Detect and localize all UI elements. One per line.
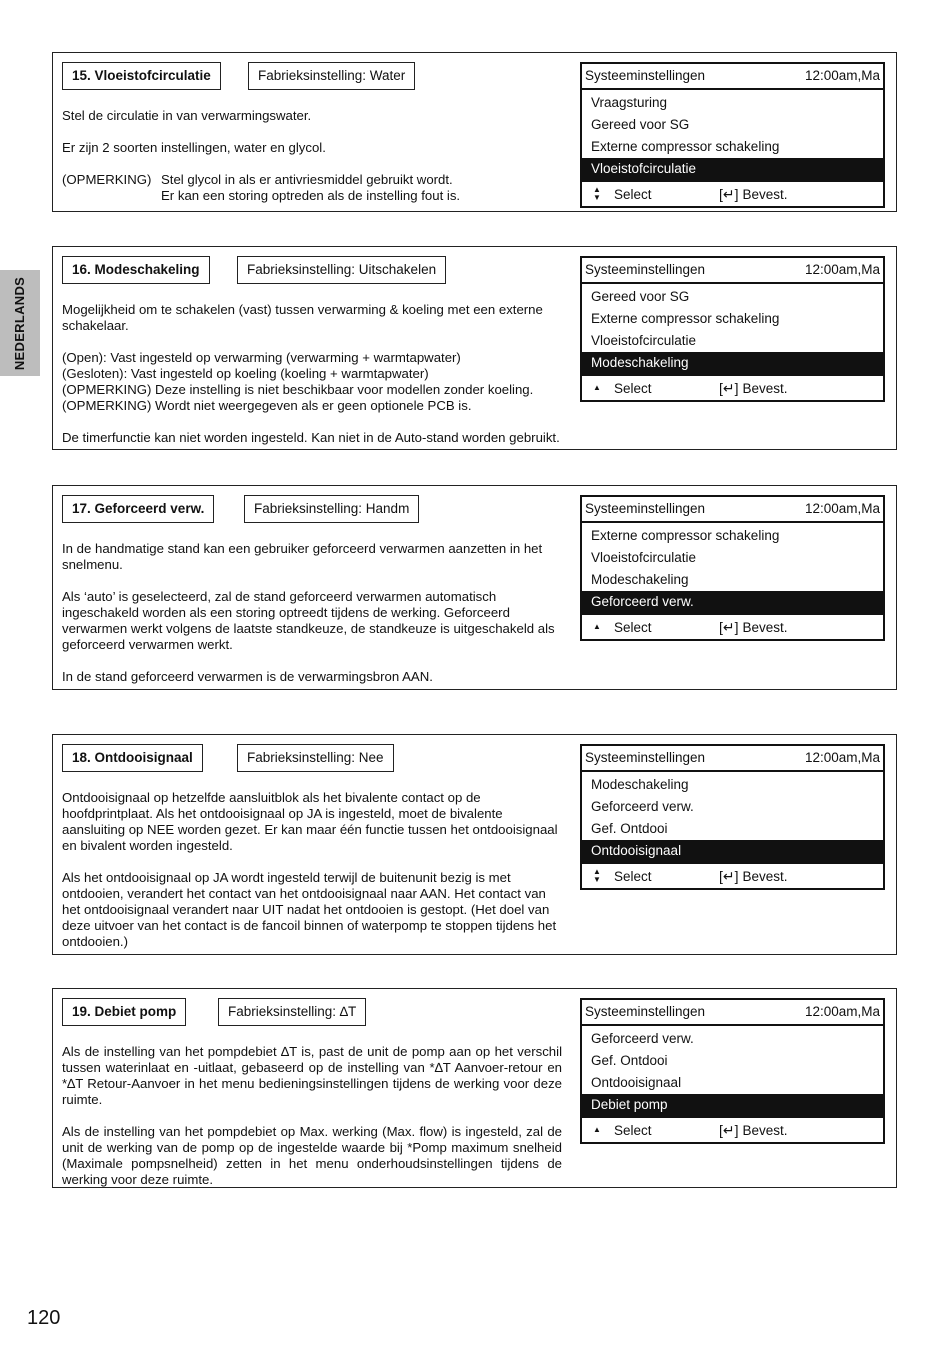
select-label: Select: [614, 619, 652, 635]
lcd-clock: 12:00am,Ma: [804, 68, 880, 83]
lcd-header: [582, 497, 883, 523]
confirm-hint: [719, 619, 788, 636]
lcd-header: [582, 746, 883, 772]
up-arrow-icon: ▲: [593, 383, 601, 392]
lcd-menu-item[interactable]: Geforceerd verw.: [591, 799, 694, 814]
lcd-footer: [582, 1116, 883, 1142]
enter-key-icon: [↵]: [719, 379, 739, 396]
lcd-menu-list: [582, 284, 883, 374]
factory-setting: Fabrieksinstelling: ∆T: [218, 998, 366, 1026]
lcd-footer: [582, 374, 883, 400]
enter-key-icon: [↵]: [719, 1121, 739, 1138]
lcd-menu-screen: [580, 495, 885, 641]
lcd-title: Systeeminstellingen: [585, 501, 706, 516]
select-label: Select: [614, 186, 652, 202]
lcd-header: [582, 258, 883, 284]
lcd-menu-item[interactable]: Modeschakeling: [591, 777, 689, 792]
confirm-label: Bevest.: [742, 1122, 788, 1138]
description-paragraph: In de stand geforceerd verwarmen is de verwarmingsbron AAN.: [62, 669, 433, 684]
lcd-menu-list: [582, 90, 883, 180]
lcd-menu-item[interactable]: Geforceerd verw.: [591, 1031, 694, 1046]
description-line: (Open): Vast ingesteld op verwarming (verwarming + warmtapwater): [62, 350, 461, 365]
section-description: [62, 108, 562, 204]
lcd-title: Systeeminstellingen: [585, 262, 706, 277]
lcd-menu-item[interactable]: Externe compressor schakeling: [591, 528, 780, 543]
lcd-menu-item[interactable]: Vraagsturing: [591, 95, 668, 110]
remark-line: Er kan een storing optreden als de instelling fout is.: [161, 188, 461, 203]
lcd-menu-item-selected[interactable]: Ontdooisignaal: [582, 840, 883, 862]
select-label: Select: [614, 1122, 652, 1138]
remark: [62, 172, 562, 204]
enter-key-icon: [↵]: [719, 185, 739, 202]
language-tab: [0, 270, 40, 376]
lcd-menu-screen: [580, 62, 885, 208]
lcd-menu-item-selected[interactable]: Debiet pomp: [582, 1094, 883, 1116]
lcd-clock: 12:00am,Ma: [804, 1004, 880, 1019]
lcd-menu-item[interactable]: Gereed voor SG: [591, 117, 690, 132]
lcd-footer: [582, 613, 883, 639]
lcd-menu-item[interactable]: Vloeistofcirculatie: [591, 550, 697, 565]
lcd-clock: 12:00am,Ma: [804, 501, 880, 516]
factory-setting: Fabrieksinstelling: Water: [248, 62, 415, 90]
description-paragraph: Ontdooisignaal op hetzelfde aansluitblok als het bivalente contact op de hoofdprintplaat. Als het ontdooisignaal op JA is ingesteld, moet de bivalente aansluiting op NEE worden gezet. Er kan maar één functie tussen het ontdooisignaal en bivalent worden ingesteld.: [62, 790, 558, 853]
section-description: [62, 1044, 562, 1188]
lcd-menu-list: [582, 1026, 883, 1116]
lcd-header: [582, 64, 883, 90]
description-paragraph: Stel de circulatie in van verwarmingswater.: [62, 108, 312, 123]
confirm-hint: [719, 1122, 788, 1139]
description-paragraph: Als de instelling van het pompdebiet ∆T is, past de unit de pomp aan op het verschil tussen waterinlaat en -uitlaat, gebaseerd op de instelling van *∆T Aanvoer-retour en *∆T Retour-Aanvoer in het menu bedieningsinstellingen tijdens de werking voor deze ruimte.: [62, 1044, 562, 1107]
enter-key-icon: [↵]: [719, 618, 739, 635]
up-down-arrow-icon: ▲ ▼: [593, 185, 601, 202]
up-down-arrow-icon: ▲ ▼: [593, 867, 601, 884]
section-title: 17. Geforceerd verw.: [62, 495, 214, 523]
lcd-menu-item[interactable]: Ontdooisignaal: [591, 1075, 682, 1090]
select-label: Select: [614, 380, 652, 396]
setting-section-15: [52, 52, 897, 212]
lcd-menu-screen: [580, 256, 885, 402]
description-paragraph: In de handmatige stand kan een gebruiker geforceerd verwarmen aanzetten in het snelmenu.: [62, 541, 543, 572]
remark-label: (OPMERKING): [62, 172, 152, 187]
setting-section-17: [52, 485, 897, 690]
section-description: [62, 302, 562, 446]
confirm-label: Bevest.: [742, 619, 788, 635]
remark-line: Stel glycol in als er antivriesmiddel gebruikt wordt.: [161, 172, 453, 187]
lcd-menu-item[interactable]: Gereed voor SG: [591, 289, 690, 304]
description-line: (Gesloten): Vast ingesteld op koeling (koeling + warmtapwater): [62, 366, 429, 381]
description-line: (OPMERKING) Deze instelling is niet beschikbaar voor modellen zonder koeling.: [62, 382, 534, 397]
lcd-menu-screen: [580, 998, 885, 1144]
up-arrow-icon: ▲: [593, 1125, 601, 1134]
description-line: (OPMERKING) Wordt niet weergegeven als er geen optionele PCB is.: [62, 398, 472, 413]
language-tab-label: NEDERLANDS: [12, 276, 28, 370]
lcd-title: Systeeminstellingen: [585, 750, 706, 765]
lcd-menu-item[interactable]: Vloeistofcirculatie: [591, 333, 697, 348]
lcd-footer: [582, 862, 883, 888]
description-lines: [62, 350, 562, 414]
section-description: [62, 541, 562, 685]
description-paragraph: Als de instelling van het pompdebiet op Max. werking (Max. flow) is ingesteld, zal de unit de werking van de pomp op de ingestelde waarde bij *Pomp maximum snelheid (Maximale pompsnelheid) zetten in het menu onderhoudsinstellingen tijdens de werking voor deze ruimte.: [62, 1124, 562, 1187]
confirm-label: Bevest.: [742, 380, 788, 396]
enter-key-icon: [↵]: [719, 867, 739, 884]
lcd-menu-item-selected[interactable]: Geforceerd verw.: [582, 591, 883, 613]
section-title: 16. Modeschakeling: [62, 256, 210, 284]
description-paragraph: Er zijn 2 soorten instellingen, water en glycol.: [62, 140, 326, 155]
lcd-menu-list: [582, 523, 883, 613]
description-paragraph: Als het ontdooisignaal op JA wordt ingesteld terwijl de buitenunit bezig is met ontdooien, verandert het contact van het ontdooisignaal naar AAN. Het contact van het ontdooisignaal verandert naar UIT nadat het ontdooien is gestopt. (Het doel van deze uitvoer van het contact is de fancoil binnen of waterpomp te stoppen tijdens het ontdooien.): [62, 870, 557, 949]
description-paragraph: Mogelijkheid om te schakelen (vast) tussen verwarming & koeling met een externe schakelaar.: [62, 302, 543, 333]
lcd-clock: 12:00am,Ma: [804, 262, 880, 277]
lcd-menu-list: [582, 772, 883, 862]
page-number: 120: [27, 1307, 61, 1329]
lcd-title: Systeeminstellingen: [585, 68, 706, 83]
section-title: 19. Debiet pomp: [62, 998, 186, 1026]
setting-section-16: [52, 246, 897, 450]
lcd-menu-item[interactable]: Modeschakeling: [591, 572, 689, 587]
confirm-label: Bevest.: [742, 186, 788, 202]
factory-setting: Fabrieksinstelling: Uitschakelen: [237, 256, 446, 284]
lcd-menu-item-selected[interactable]: Vloeistofcirculatie: [582, 158, 883, 180]
factory-setting: Fabrieksinstelling: Nee: [237, 744, 394, 772]
description-paragraph: De timerfunctie kan niet worden ingesteld. Kan niet in de Auto-stand worden gebruikt.: [62, 430, 560, 445]
description-paragraph: Als ‘auto’ is geselecteerd, zal de stand geforceerd verwarmen automatisch ingeschakeld worden als een storing optreedt tijdens de werking. Geforceerd verwarmen werkt volgens de laatste standkeuze, de standkeuze is uitgeschakeld als geforceerd verwarmen werkt.: [62, 589, 555, 652]
lcd-menu-item-selected[interactable]: Modeschakeling: [582, 352, 883, 374]
lcd-footer: [582, 180, 883, 206]
lcd-menu-screen: [580, 744, 885, 890]
setting-section-19: [52, 988, 897, 1188]
confirm-hint: [719, 186, 788, 203]
lcd-clock: 12:00am,Ma: [804, 750, 880, 765]
section-title: 18. Ontdooisignaal: [62, 744, 203, 772]
lcd-title: Systeeminstellingen: [585, 1004, 706, 1019]
lcd-header: [582, 1000, 883, 1026]
lcd-menu-item[interactable]: Externe compressor schakeling: [591, 311, 780, 326]
lcd-menu-item[interactable]: Gef. Ontdooi: [591, 1053, 668, 1068]
lcd-menu-item[interactable]: Gef. Ontdooi: [591, 821, 668, 836]
lcd-menu-item[interactable]: Externe compressor schakeling: [591, 139, 780, 154]
confirm-hint: [719, 380, 788, 397]
section-title: 15. Vloeistofcirculatie: [62, 62, 221, 90]
section-description: [62, 790, 562, 950]
confirm-label: Bevest.: [742, 868, 788, 884]
factory-setting: Fabrieksinstelling: Handm: [244, 495, 419, 523]
select-label: Select: [614, 868, 652, 884]
up-arrow-icon: ▲: [593, 622, 601, 631]
setting-section-18: [52, 734, 897, 955]
confirm-hint: [719, 868, 788, 885]
